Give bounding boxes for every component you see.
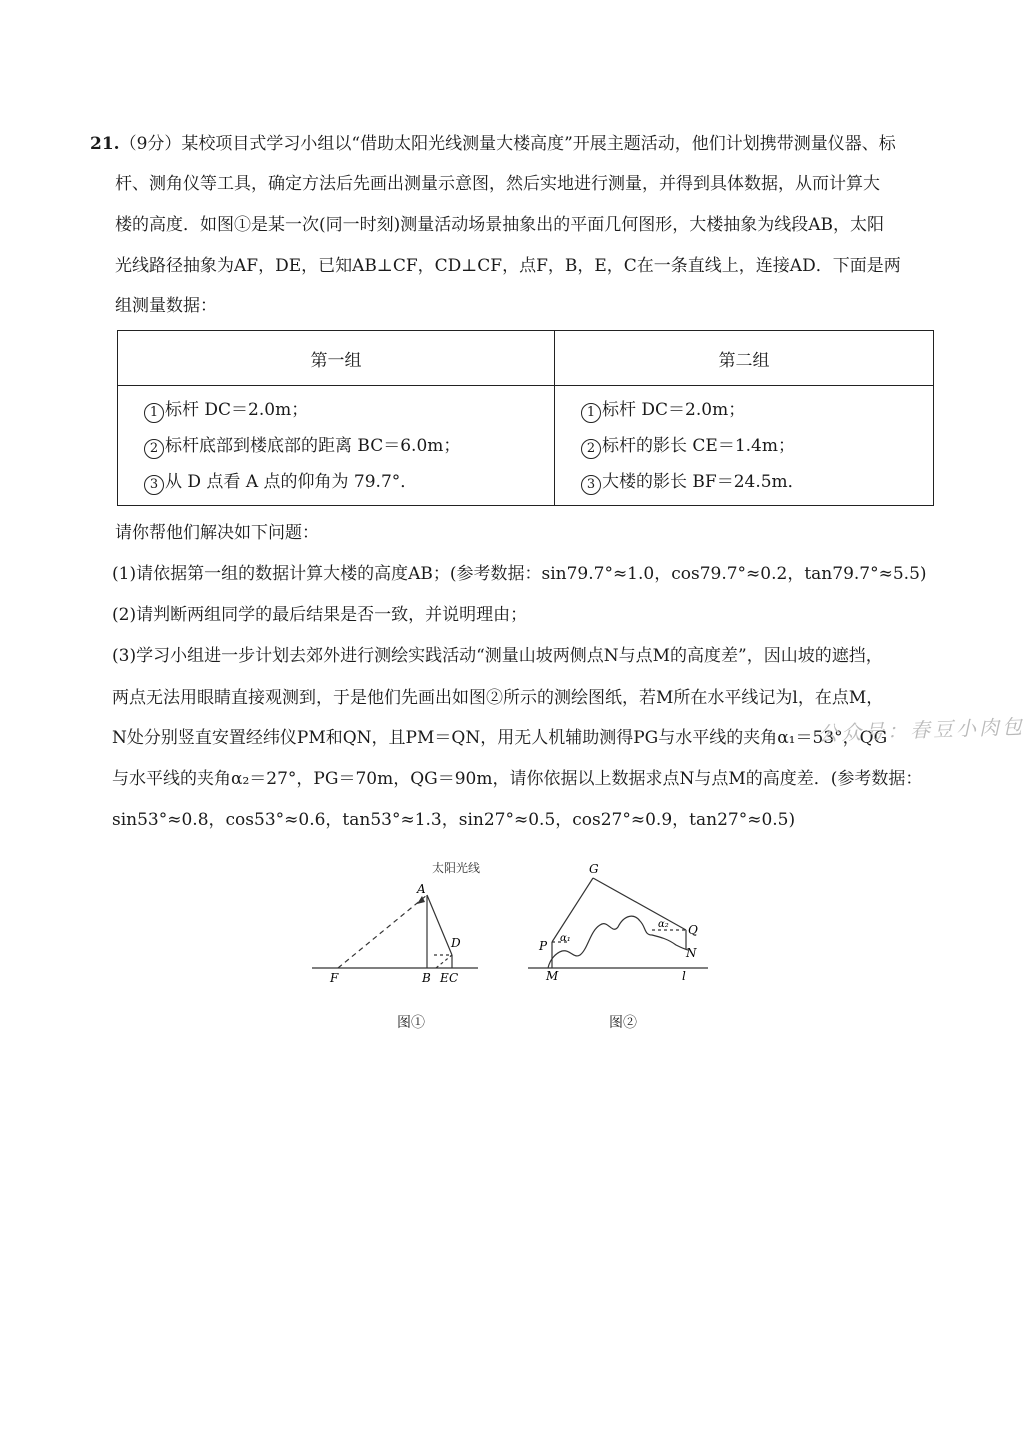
group1-item: 1 标杆 DC＝2.0m； xyxy=(144,392,554,428)
group1-cell xyxy=(118,386,555,506)
intro-text: 请你帮他们解决如下问题： xyxy=(115,523,319,543)
sun-ray-af xyxy=(338,895,427,968)
figure-1-caption: 图① xyxy=(397,1015,425,1031)
group2-header: 第二组 xyxy=(555,331,934,386)
group2-cell xyxy=(555,386,934,506)
group1-item: 2 标杆底部到楼底部的距离 BC＝6.0m； xyxy=(144,428,554,464)
subquestion-3-line-1: (3)学习小组进一步计划去郊外进行测绘实践活动“测量山坡两侧点N与点M的高度差”，因山坡的遮挡， xyxy=(112,646,883,666)
question-line-5: 组测量数据： xyxy=(115,296,217,316)
line-l-label: l xyxy=(682,969,686,983)
subquestion-3-line-4: 与水平线的夹角α₂＝27°，PG＝70m，QG＝90m，请你依据以上数据求点N与点M的高度差．(参考数据： xyxy=(112,769,923,789)
group1-header: 第一组 xyxy=(118,331,555,386)
group2-item: 2 标杆的影长 CE＝1.4m； xyxy=(581,428,933,464)
question-number: 21. xyxy=(90,134,120,154)
group2-item: 3 大楼的影长 BF＝24.5m． xyxy=(581,464,933,500)
subquestion-1: (1)请依据第一组的数据计算大楼的高度AB；(参考数据：sin79.7°≈1.0，cos79.7°≈0.2，tan79.7°≈5.5) xyxy=(112,564,927,584)
question-score: （9分） xyxy=(119,134,182,154)
point-f-label: F xyxy=(330,971,339,985)
measurement-table xyxy=(117,330,934,506)
point-m-label: M xyxy=(546,969,559,983)
question-line-2: 杆、测角仪等工具，确定方法后先画出测量示意图，然后实地进行测量，并得到具体数据，从而计算大 xyxy=(115,174,880,194)
sun-ray-label: 太阳光线 xyxy=(432,861,481,875)
point-e-label: E xyxy=(440,971,449,985)
figure-2-caption: 图② xyxy=(609,1015,637,1031)
subquestion-2: (2)请判断两组同学的最后结果是否一致，并说明理由； xyxy=(112,605,528,625)
subquestion-3-line-5: sin53°≈0.8，cos53°≈0.6，tan53°≈1.3，sin27°≈0.5，cos27°≈0.9，tan27°≈0.5) xyxy=(112,810,796,830)
figure-2 xyxy=(520,855,715,990)
angle-a2-label: α₂ xyxy=(658,919,669,930)
angle-a1-label: α₁ xyxy=(560,933,571,944)
point-a-label: A xyxy=(417,882,426,896)
group2-item: 1 标杆 DC＝2.0m； xyxy=(581,392,933,428)
watermark: 公众号：春豆小肉包 xyxy=(817,714,1026,746)
question-line-4: 光线路径抽象为AF，DE，已知AB⊥CF，CD⊥CF，点F，B，E，C在一条直线上，连接AD．下面是两 xyxy=(115,256,901,276)
question-line-1: 21.（9分）某校项目式学习小组以“借助太阳光线测量大楼高度”开展主题活动，他们计划携带测量仪器、标 xyxy=(90,134,896,154)
figure-1 xyxy=(300,850,490,990)
sun-ray-ed xyxy=(436,955,452,968)
point-b-label: B xyxy=(422,971,431,985)
group1-item: 3 从 D 点看 A 点的仰角为 79.7°． xyxy=(144,464,554,500)
question-line-3: 楼的高度．如图①是某一次(同一时刻)测量活动场景抽象出的平面几何图形，大楼抽象为线段AB，太阳 xyxy=(115,215,885,235)
subquestion-3-line-2: 两点无法用眼睛直接观测到，于是他们先画出如图②所示的测绘图纸，若M所在水平线记为l，在点M， xyxy=(112,688,884,708)
point-g-label: G xyxy=(589,862,599,876)
point-c-label: C xyxy=(449,971,459,985)
point-p-label: P xyxy=(539,939,548,953)
segment-pg xyxy=(552,878,593,942)
point-q-label: Q xyxy=(688,923,698,937)
subquestion-3-line-3: N处分别竖直安置经纬仪PM和QN，且PM＝QN，用无人机辅助测得PG与水平线的夹角α₁＝53°，QG xyxy=(112,728,888,748)
segment-ad xyxy=(427,895,452,955)
point-n-label: N xyxy=(686,946,697,960)
segment-gq xyxy=(593,878,686,930)
point-d-label: D xyxy=(451,936,461,950)
